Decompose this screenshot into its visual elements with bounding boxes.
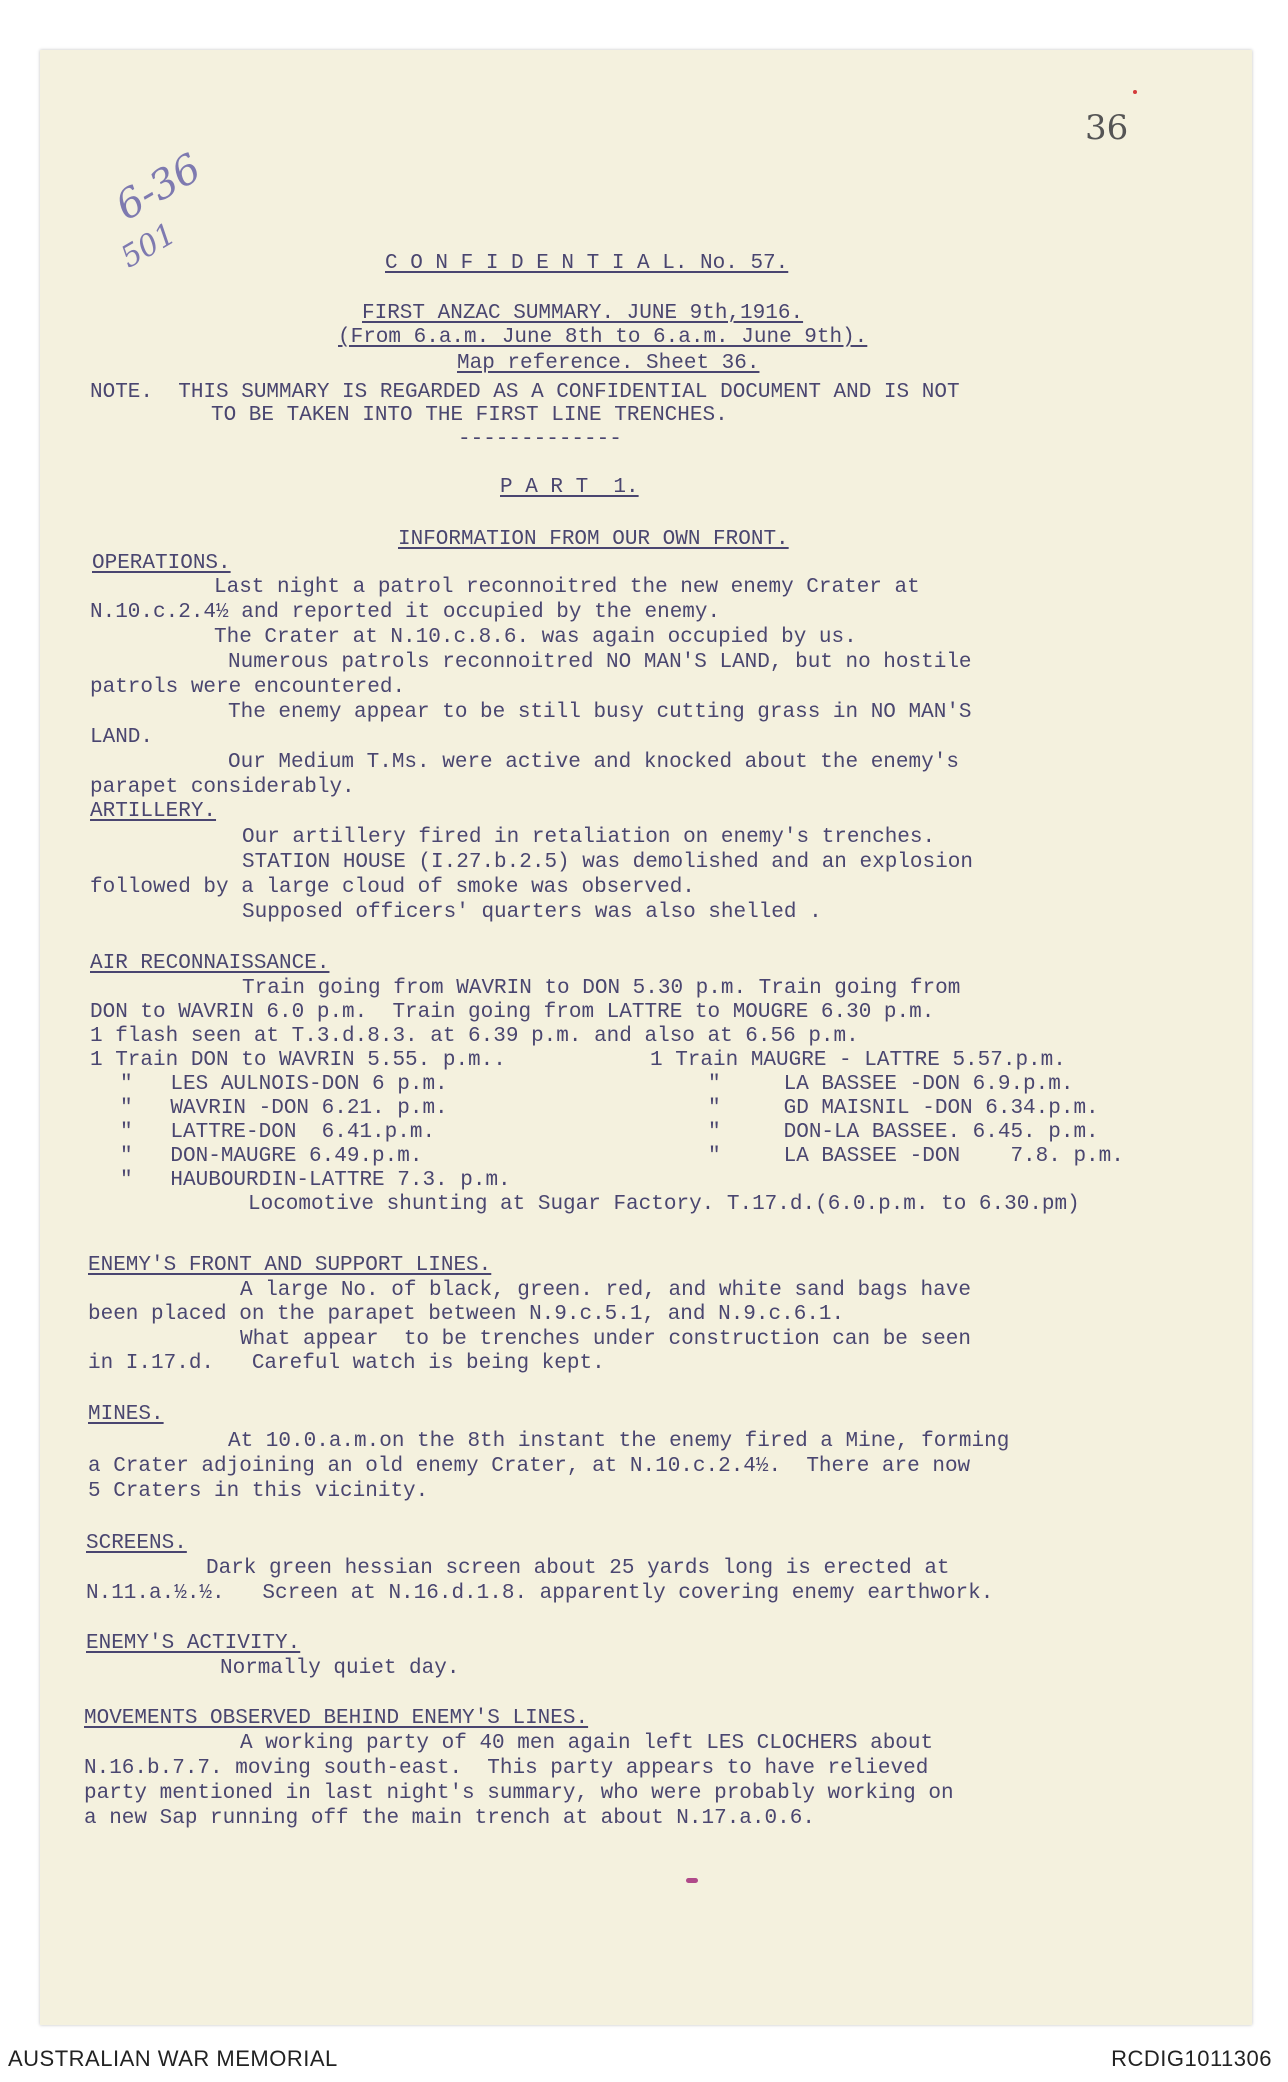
train-entry: " LATTRE-DON 6.41.p.m. bbox=[120, 1121, 436, 1144]
air-line: Train going from WAVRIN to DON 5.30 p.m. Train going from bbox=[242, 977, 961, 1000]
enemy-front-line: been placed on the parapet between N.9.c.5.1, and N.9.c.6.1. bbox=[88, 1303, 845, 1326]
footer-id: RCDIG1011306 bbox=[1111, 2046, 1272, 2071]
section-heading-operations: OPERATIONS. bbox=[92, 552, 231, 575]
train-entry: " DON-MAUGRE 6.49.p.m. bbox=[120, 1145, 423, 1168]
operations-line: LAND. bbox=[90, 726, 154, 749]
part-title: P A R T 1. bbox=[500, 476, 639, 499]
operations-line: patrols were encountered. bbox=[90, 676, 406, 699]
footer-source: AUSTRALIAN WAR MEMORIAL bbox=[8, 2046, 338, 2071]
operations-line: Numerous patrols reconnoitred NO MAN'S LAND, but no hostile bbox=[228, 651, 972, 674]
operations-line: Our Medium T.Ms. were active and knocked about the enemy's bbox=[228, 751, 959, 774]
mines-line: At 10.0.a.m.on the 8th instant the enemy fired a Mine, forming bbox=[228, 1430, 1010, 1453]
train-entry: " WAVRIN -DON 6.21. p.m. bbox=[120, 1097, 448, 1120]
note-line-2: TO BE TAKEN INTO THE FIRST LINE TRENCHES. bbox=[211, 404, 728, 427]
operations-line: Last night a patrol reconnoitred the new enemy Crater at bbox=[214, 576, 920, 599]
map-reference: Map reference. Sheet 36. bbox=[457, 352, 760, 375]
mines-line: a Crater adjoining an old enemy Crater, at N.10.c.2.4½. There are now bbox=[88, 1455, 971, 1478]
note-line-1: NOTE. THIS SUMMARY IS REGARDED AS A CONFIDENTIAL DOCUMENT AND IS NOT bbox=[90, 381, 960, 404]
screens-line: Dark green hessian screen about 25 yards long is erected at bbox=[206, 1557, 950, 1580]
air-line: DON to WAVRIN 6.0 p.m. Train going from LATTRE to MOUGRE 6.30 p.m. bbox=[90, 1001, 935, 1024]
train-entry: " DON-LA BASSEE. 6.45. p.m. bbox=[708, 1121, 1099, 1144]
doc-title: C O N F I D E N T I A L. No. 57. bbox=[385, 252, 789, 275]
screens-line: N.11.a.½.½. Screen at N.16.d.1.8. apparently covering enemy earthwork. bbox=[86, 1582, 994, 1605]
section-heading-artillery: ARTILLERY. bbox=[90, 800, 217, 823]
section-heading-screens: SCREENS. bbox=[86, 1532, 187, 1555]
section-heading-enemy-front: ENEMY'S FRONT AND SUPPORT LINES. bbox=[88, 1254, 492, 1277]
divider: ------------- bbox=[458, 428, 622, 451]
train-entry: " LA BASSEE -DON 6.9.p.m. bbox=[708, 1073, 1074, 1096]
artillery-line: STATION HOUSE (I.27.b.2.5) was demolished and an explosion bbox=[242, 851, 973, 874]
artillery-line: followed by a large cloud of smoke was observed. bbox=[90, 876, 695, 899]
train-entry: 1 Train MAUGRE - LATTRE 5.57.p.m. bbox=[650, 1049, 1066, 1072]
section-heading-air: AIR RECONNAISSANCE. bbox=[90, 952, 330, 975]
section-heading-activity: ENEMY'S ACTIVITY. bbox=[86, 1632, 301, 1655]
mines-line: 5 Craters in this vicinity. bbox=[88, 1480, 429, 1503]
artillery-line: Our artillery fired in retaliation on enemy's trenches. bbox=[242, 826, 936, 849]
operations-line: parapet considerably. bbox=[90, 776, 355, 799]
section-heading-mines: MINES. bbox=[88, 1403, 164, 1426]
locomotive-line: Locomotive shunting at Sugar Factory. T.17.d.(6.0.p.m. to 6.30.pm) bbox=[248, 1193, 1080, 1216]
enemy-front-line: What appear to be trenches under construction can be seen bbox=[240, 1328, 971, 1351]
movements-line: N.16.b.7.7. moving south-east. This party appears to have relieved bbox=[84, 1757, 929, 1780]
air-line: 1 flash seen at T.3.d.8.3. at 6.39 p.m. and also at 6.56 p.m. bbox=[90, 1025, 859, 1048]
enemy-front-line: in I.17.d. Careful watch is being kept. bbox=[88, 1352, 605, 1375]
operations-line: The Crater at N.10.c.8.6. was again occupied by us. bbox=[214, 626, 857, 649]
ink-mark bbox=[686, 1878, 698, 1883]
train-entry: " GD MAISNIL -DON 6.34.p.m. bbox=[708, 1097, 1099, 1120]
page-number: 36 bbox=[1085, 108, 1129, 148]
summary-period: (From 6.a.m. June 8th to 6.a.m. June 9th). bbox=[338, 326, 868, 349]
train-entry: " HAUBOURDIN-LATTRE 7.3. p.m. bbox=[120, 1169, 511, 1192]
movements-line: party mentioned in last night's summary, who were probably working on bbox=[84, 1782, 954, 1805]
handwritten-note-2: 501 bbox=[115, 216, 183, 276]
artillery-line: Supposed officers' quarters was also shelled . bbox=[242, 901, 822, 924]
train-entry: " LES AULNOIS-DON 6 p.m. bbox=[120, 1073, 448, 1096]
part-subtitle: INFORMATION FROM OUR OWN FRONT. bbox=[398, 528, 789, 551]
bleed-through bbox=[1000, 270, 1170, 770]
operations-line: N.10.c.2.4½ and reported it occupied by the enemy. bbox=[90, 601, 721, 624]
movements-line: a new Sap running off the main trench at about N.17.a.0.6. bbox=[84, 1807, 815, 1830]
activity-line: Normally quiet day. bbox=[220, 1657, 460, 1680]
enemy-front-line: A large No. of black, green. red, and white sand bags have bbox=[240, 1279, 971, 1302]
train-entry: " LA BASSEE -DON 7.8. p.m. bbox=[708, 1145, 1124, 1168]
handwritten-note-1: 6-36 bbox=[108, 145, 209, 230]
train-entry: 1 Train DON to WAVRIN 5.55. p.m.. bbox=[90, 1049, 506, 1072]
operations-line: The enemy appear to be still busy cutting grass in NO MAN'S bbox=[228, 701, 972, 724]
section-heading-movements: MOVEMENTS OBSERVED BEHIND ENEMY'S LINES. bbox=[84, 1707, 589, 1730]
summary-title: FIRST ANZAC SUMMARY. JUNE 9th,1916. bbox=[362, 302, 804, 325]
ink-dot bbox=[1133, 90, 1137, 94]
movements-line: A working party of 40 men again left LES CLOCHERS about bbox=[240, 1732, 934, 1755]
